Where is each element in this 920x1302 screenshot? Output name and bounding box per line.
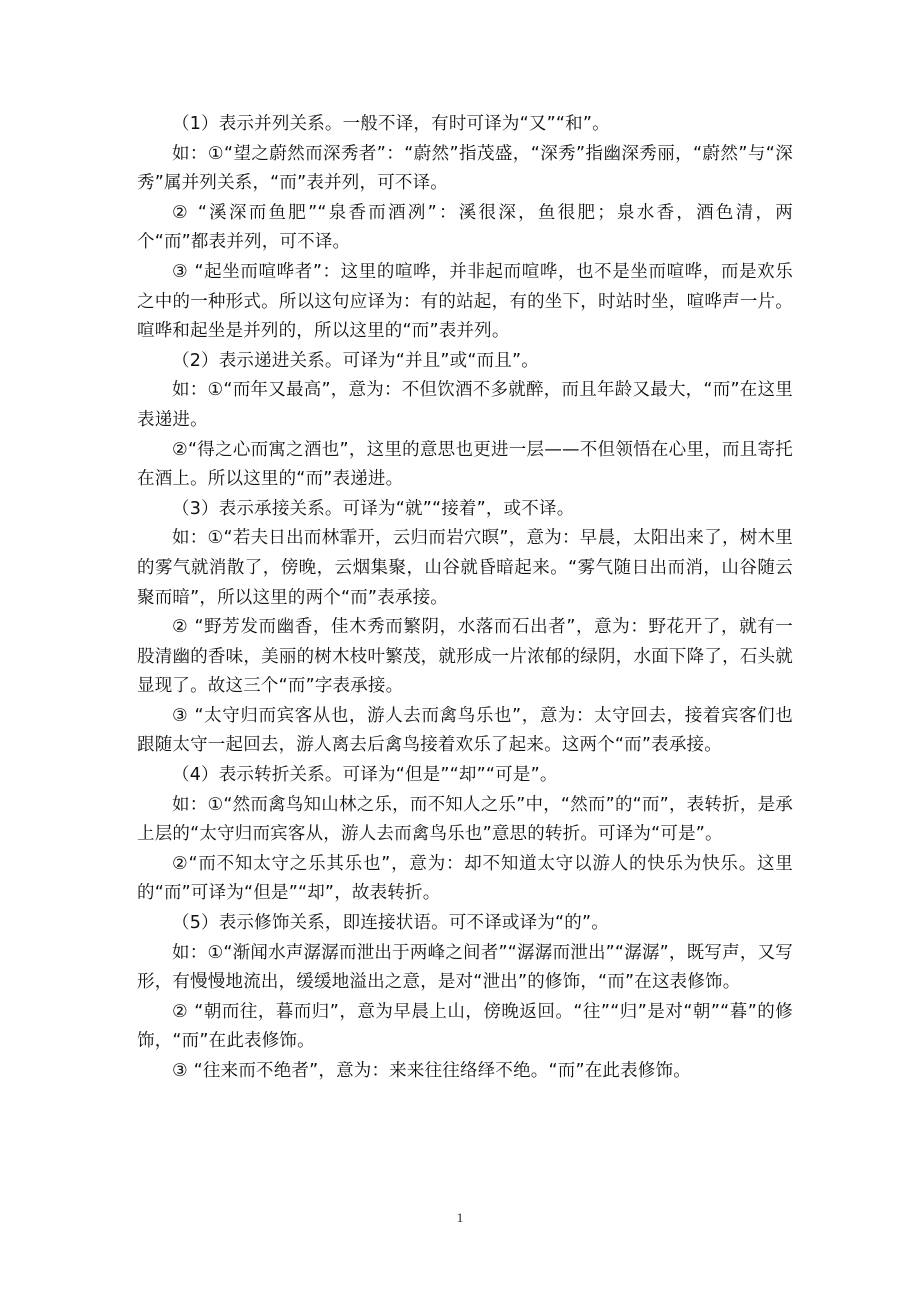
paragraph: 如：①“若夫日出而林霏开，云归而岩穴暝”，意为：早晨，太阳出来了，树木里的雾气就消散了，傍晚，云烟集聚，山谷就昏暗起来。“雾气随日出而消，山谷随云聚而暗”，所以这里的两个“而”表承接。 [137,528,793,608]
paragraph: ②“得之心而寓之酒也”，这里的意思也更进一层——不但领悟在心里，而且寄托在酒上。所以这里的“而”表递进。 [137,439,793,490]
paragraph: （3）表示承接关系。可译为“就”“接着”，或不译。 [172,498,575,519]
paragraph: （5）表示修饰关系，即连接状语。可不译或译为“的”。 [172,913,609,934]
paragraph: ② “溪深而鱼肥”“泉香而酒冽”：溪很深，鱼很肥；泉水香，酒色清，两个“而”都表并列，可不译。 [137,202,793,253]
paragraph: ②“而不知太守之乐其乐也”，意为：却不知道太守以游人的快乐为快乐。这里的“而”可译为“但是”“却”，故表转折。 [137,853,793,904]
page-number: 1 [456,1210,464,1225]
paragraph: ③ “太守归而宾客从也，游人去而禽鸟乐也”，意为：太守回去，接着宾客们也跟随太守一起回去，游人离去后禽鸟接着欢乐了起来。这两个“而”表承接。 [137,705,793,756]
paragraph: （1）表示并列关系。一般不译，有时可译为“又”“和”。 [172,114,610,134]
document-body [137,110,793,1087]
paragraph: ② “野芳发而幽香，佳木秀而繁阴，水落而石出者”，意为：野花开了，就有一股清幽的香味，美丽的树木枝叶繁茂，就形成一片浓郁的绿阴，水面下降了，石头就显现了。故这三个“而”字表承接。 [137,617,793,697]
paragraph: ③ “往来而不绝者”，意为：来来往往络绎不绝。“而”在此表修饰。 [172,1061,691,1081]
paragraph: 如：①“然而禽鸟知山林之乐，而不知人之乐”中，“然而”的“而”，表转折，是承上层的“太守归而宾客从，游人去而禽鸟乐也”意思的转折。可译为“可是”。 [137,794,793,845]
paragraph: 如：①“望之蔚然而深秀者”：“蔚然”指茂盛，“深秀”指幽深秀丽，“蔚然”与“深秀”属并列关系，“而”表并列，可不译。 [137,143,793,194]
paragraph: 如：①“而年又最高”，意为：不但饮酒不多就醉，而且年龄又最大，“而”在这里表递进。 [137,380,793,430]
paragraph: （4）表示转折关系。可译为“但是”“却”“可是”。 [172,765,558,786]
paragraph: （2）表示递进关系。可译为“并且”或“而且”。 [172,350,539,371]
paragraph: 如：①“渐闻水声潺潺而泄出于两峰之间者”“潺潺而泄出”“潺潺”，既写声，又写形，有慢慢地流出，缓缓地溢出之意，是对“泄出”的修饰，“而”在这表修饰。 [137,942,793,993]
paragraph: ② “朝而往，暮而归”，意为早晨上山，傍晚返回。“往”“归”是对“朝”“暮”的修饰，“而”在此表修饰。 [137,1001,793,1052]
paragraph: ③ “起坐而喧哗者”：这里的喧哗，并非起而喧哗，也不是坐而喧哗，而是欢乐之中的一种形式。所以这句应译为：有的站起，有的坐下，时站时坐，喧哗声一片。喧哗和起坐是并列的，所以这里的“而”表并列。 [137,261,793,342]
